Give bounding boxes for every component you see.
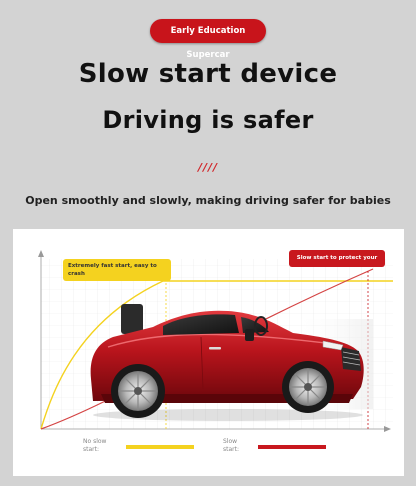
legend-slow-start-label: Slow start: xyxy=(223,438,239,453)
door-handle xyxy=(209,347,221,350)
side-mirror xyxy=(245,329,254,341)
slow-start-diagram-panel xyxy=(13,229,404,476)
page-title-line2: Driving is safer xyxy=(102,106,314,134)
fast-start-callout: Extremely fast start, easy to crash xyxy=(63,259,171,281)
car-shadow xyxy=(93,409,363,421)
page-title-line1: Slow start device xyxy=(78,59,338,89)
slash-divider: //// xyxy=(197,161,219,174)
legend-no-slow-start-label: No slow start: xyxy=(83,438,107,453)
page-subtitle: Open smoothly and slowly, making driving safer for babies xyxy=(25,194,391,207)
early-education-badge: Early Education Supercar xyxy=(150,19,266,43)
slow-start-callout: Slow start to protect your baby xyxy=(289,250,385,267)
car-rear-speaker xyxy=(121,304,143,334)
y-axis-arrow xyxy=(38,250,44,257)
legend-no-slow-start-bar xyxy=(126,445,194,449)
legend-slow-start-bar xyxy=(258,445,326,449)
front-wheel xyxy=(282,361,334,413)
